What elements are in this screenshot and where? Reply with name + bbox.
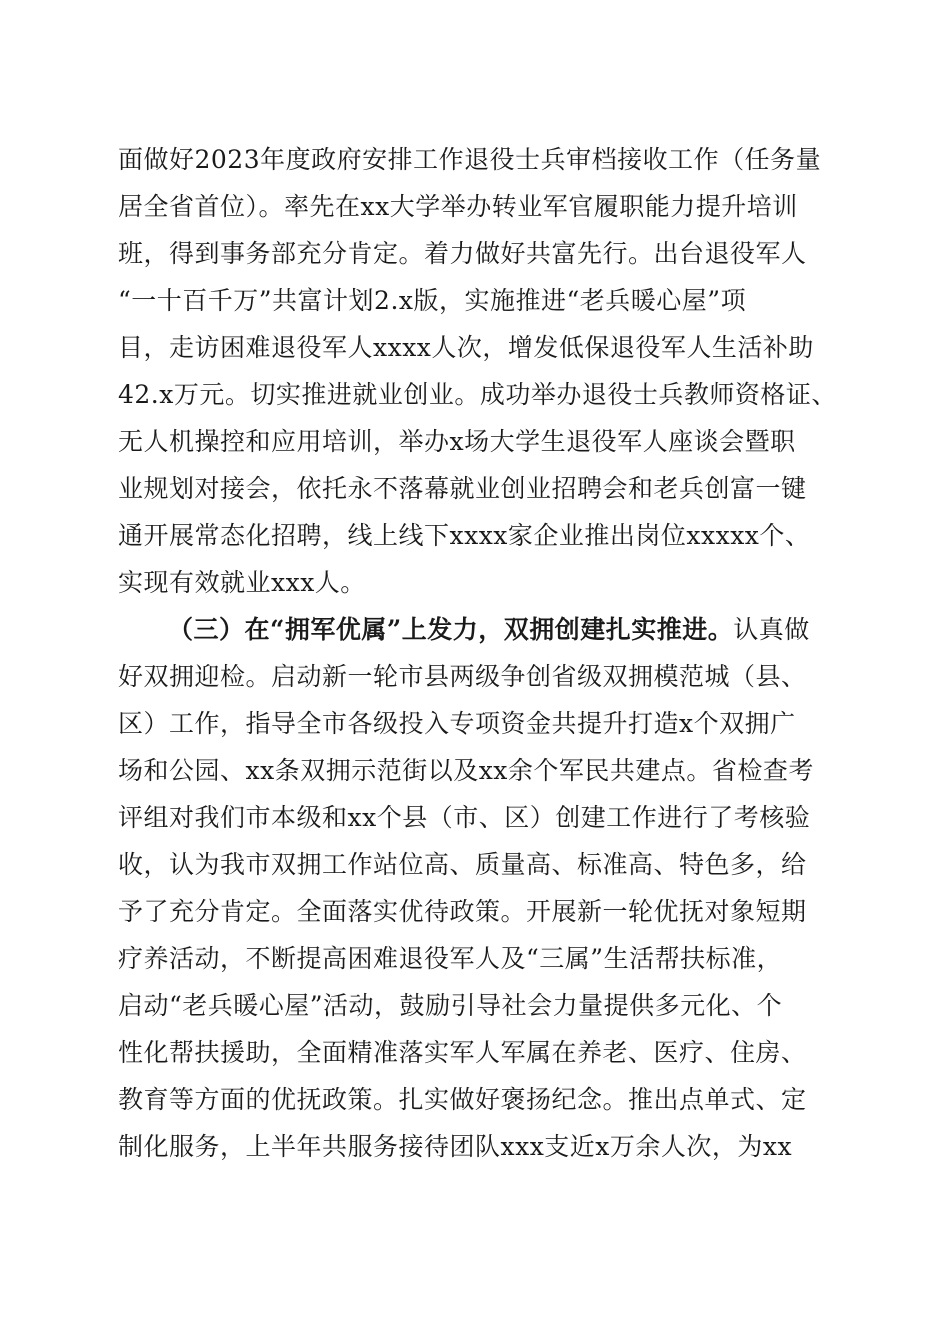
paragraph-2-line-3: 区）工作，指导全市各级投入专项资金共提升打造x个双拥广	[118, 709, 796, 738]
paragraph-2-line-10: 性化帮扶援助，全面精准落实军人军属在养老、医疗、住房、	[118, 1038, 807, 1067]
paragraph-1-line-6: 42.x万元。切实推进就业创业。成功举办退役士兵教师资格证、	[118, 380, 837, 409]
paragraph-1-line-9: 通开展常态化招聘，线上线下xxxx家企业推出岗位xxxxx个、	[118, 521, 811, 550]
paragraph-2-line-6: 收，认为我市双拥工作站位高、质量高、标准高、特色多，给	[118, 850, 807, 879]
paragraph-1-line-8: 业规划对接会，依托永不落幕就业创业招聘会和老兵创富一键	[118, 474, 807, 503]
paragraph-2-line-2: 好双拥迎检。启动新一轮市县两级争创省级双拥模范城（县、	[118, 662, 807, 691]
paragraph-1-line-7: 无人机操控和应用培训，举办x场大学生退役军人座谈会暨职	[118, 427, 796, 456]
paragraph-1-line-4: “一十百千万”共富计划2.x版，实施推进“老兵暖心屋”项	[118, 286, 747, 315]
paragraph-2-line-4: 场和公园、xx条双拥示范街以及xx余个军民共建点。省检查考	[118, 756, 814, 785]
section-heading: （三）在“拥军优属”上发力，双拥创建扎实推进。	[168, 615, 734, 644]
paragraph-1-line-2: 居全省首位）。率先在xx大学举办转业军官履职能力提升培训	[118, 192, 798, 221]
paragraph-2-line-9: 启动“老兵暖心屋”活动，鼓励引导社会力量提供多元化、个	[118, 991, 783, 1020]
paragraph-1-line-10: 实现有效就业xxx人。	[118, 568, 366, 597]
paragraph-1-line-3: 班，得到事务部充分肯定。着力做好共富先行。出台退役军人	[118, 239, 807, 268]
paragraph-2-line-5: 评组对我们市本级和xx个县（市、区）创建工作进行了考核验	[118, 803, 811, 832]
paragraph-2-line-12: 制化服务，上半年共服务接待团队xxx支近x万余人次，为xx	[118, 1132, 793, 1161]
paragraph-1-line-1: 面做好2023年度政府安排工作退役士兵审档接收工作（任务量	[118, 145, 822, 174]
paragraph-2-line-1-rest: 认真做	[733, 615, 810, 644]
paragraph-2-line-11: 教育等方面的优抚政策。扎实做好褒扬纪念。推出点单式、定	[118, 1085, 807, 1114]
paragraph-1-line-5: 目，走访困难退役军人xxxx人次，增发低保退役军人生活补助	[118, 333, 814, 362]
paragraph-2-line-7: 予了充分肯定。全面落实优待政策。开展新一轮优抚对象短期	[118, 897, 807, 926]
paragraph-2-line-1	[168, 615, 810, 645]
paragraph-2-line-8: 疗养活动，不断提高困难退役军人及“三属”生活帮扶标准，	[118, 944, 783, 973]
